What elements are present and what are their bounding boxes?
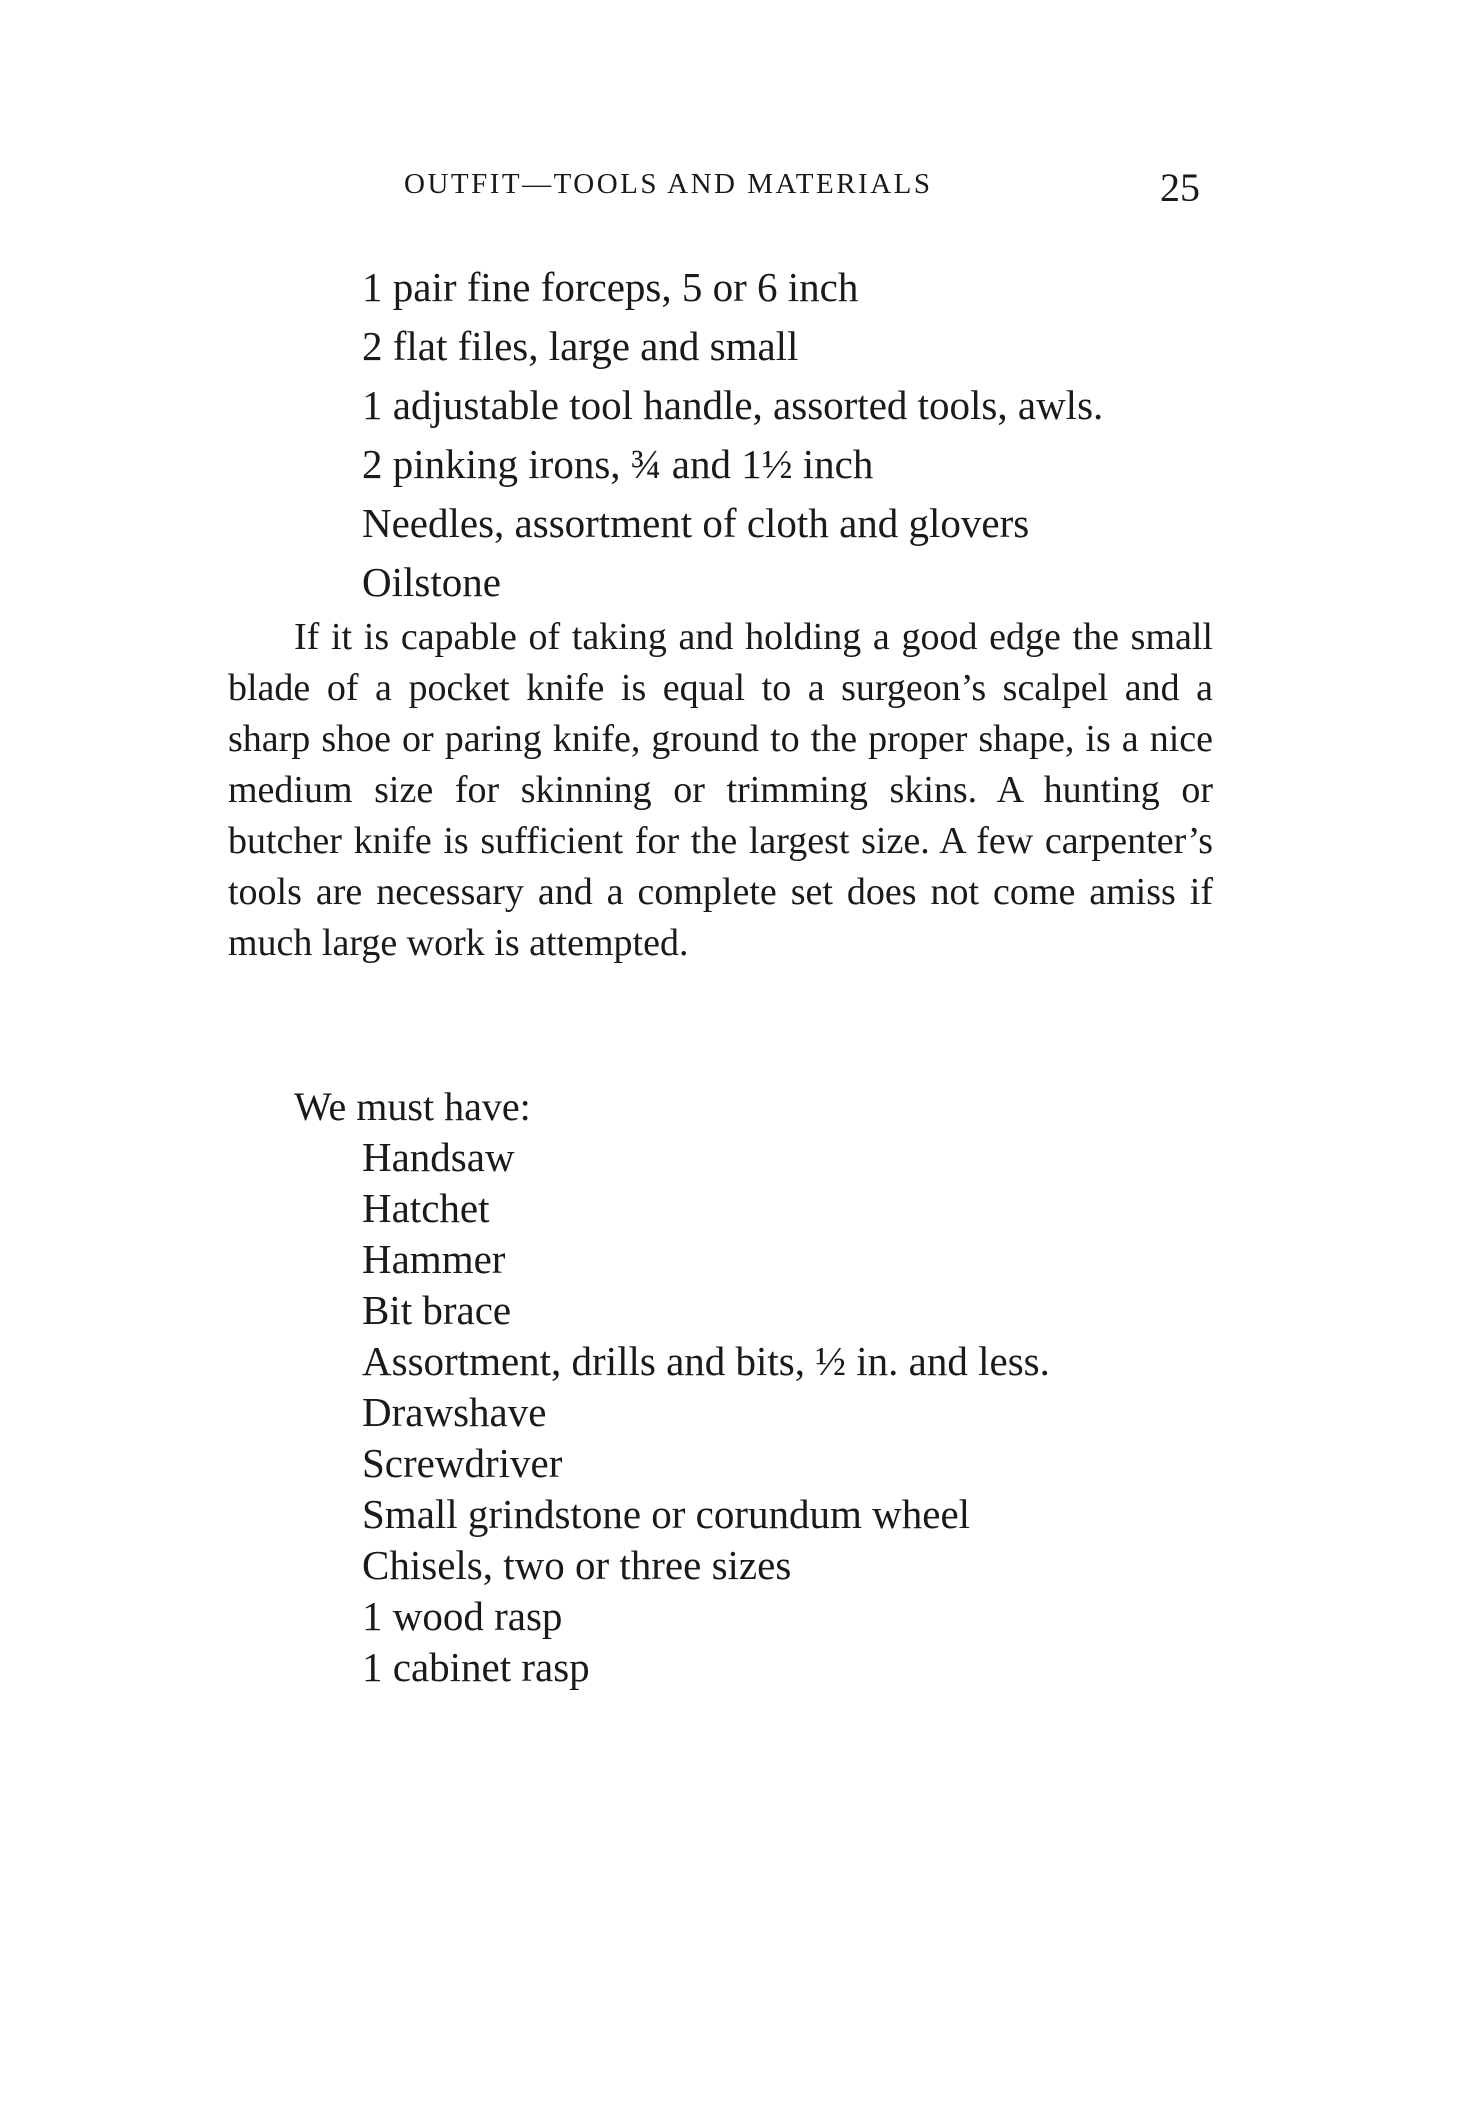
list-item: Small grindstone or corundum wheel: [362, 1491, 971, 1537]
list-item: 1 adjustable tool handle, assorted tools, awls.: [362, 382, 1104, 428]
list-item: Hammer: [362, 1236, 506, 1282]
list-item: 1 wood rasp: [362, 1593, 563, 1639]
list-item: Needles, assortment of cloth and glovers: [362, 500, 1030, 546]
list-item: Assortment, drills and bits, ½ in. and less.: [362, 1338, 1050, 1384]
list-item: Oilstone: [362, 559, 501, 605]
list-item: 1 cabinet rasp: [362, 1644, 590, 1690]
carpenter-tools-list: [362, 1132, 1050, 1693]
list-item: 2 flat files, large and small: [362, 323, 799, 369]
list-item: 1 pair fine forceps, 5 or 6 inch: [362, 264, 859, 310]
list-item: Handsaw: [362, 1134, 515, 1180]
page-number: 25: [1160, 165, 1200, 210]
body-paragraph: If it is capable of taking and holding a good edge the small blade of a pocket knife is equal to a surgeon’s scalpel and a sharp shoe or paring knife, ground to the proper shape, is a nice medium size for skinning or trimming skins. A hunting or butcher knife is sufficient for the largest size. A few carpenter’s tools are necessary and a complete set does not come amiss if much large work is attempted.: [228, 616, 1213, 964]
running-title: OUTFIT—TOOLS AND MATERIALS: [404, 168, 933, 200]
list-item: Hatchet: [362, 1185, 490, 1231]
list-item: Bit brace: [362, 1287, 512, 1333]
list-item: 2 pinking irons, ¾ and 1½ inch: [362, 441, 874, 487]
list-item: Chisels, two or three sizes: [362, 1542, 792, 1588]
materials-list: [362, 258, 1103, 612]
list-item: Drawshave: [362, 1389, 547, 1435]
list-item: Screwdriver: [362, 1440, 563, 1486]
list-intro: We must have:: [294, 1084, 531, 1129]
